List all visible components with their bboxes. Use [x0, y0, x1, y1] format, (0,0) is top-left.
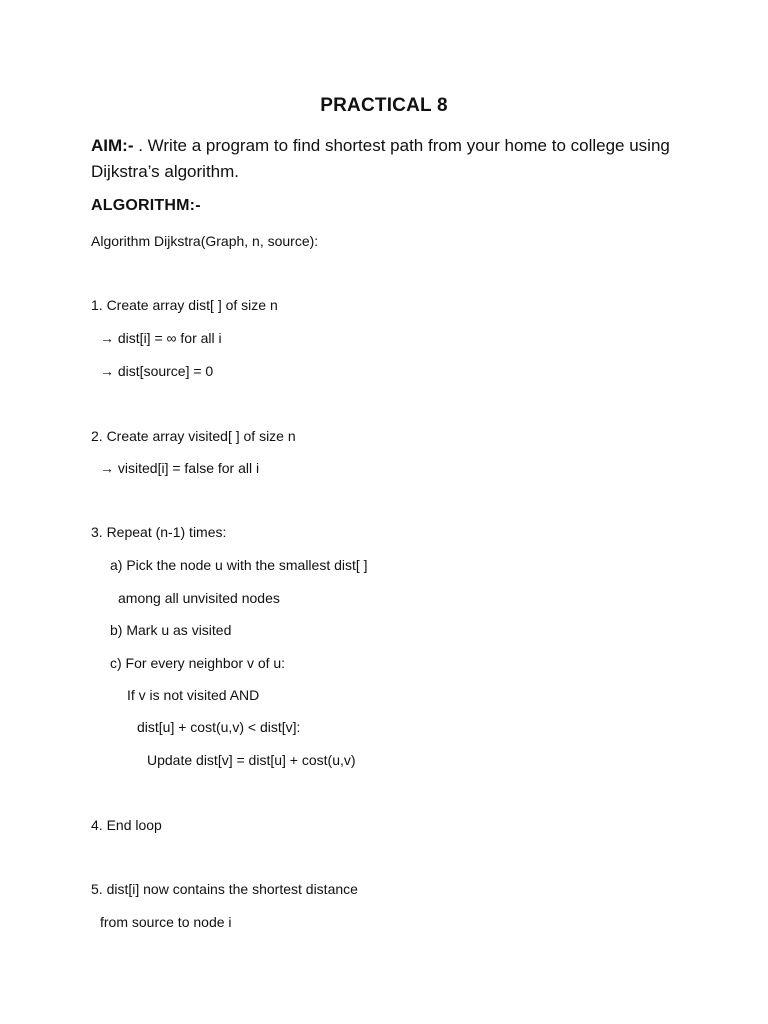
- algorithm-substep: If v is not visited AND: [127, 687, 260, 703]
- aim-text: . Write a program to find shortest path from your home to college using Dijkstra’s algorithm.: [91, 136, 670, 181]
- algorithm-step: 1. Create array dist[ ] of size n: [91, 297, 278, 313]
- algorithm-signature: Algorithm Dijkstra(Graph, n, source):: [91, 233, 319, 249]
- aim-label: AIM:-: [91, 136, 134, 155]
- algorithm-substep: among all unvisited nodes: [118, 590, 280, 606]
- algorithm-step: 3. Repeat (n-1) times:: [91, 524, 227, 540]
- algorithm-substep: a) Pick the node u with the smallest dist[ ]: [110, 557, 368, 573]
- algorithm-substep: → dist[i] = ∞ for all i: [100, 330, 222, 346]
- algorithm-substep: → visited[i] = false for all i: [100, 460, 260, 476]
- algorithm-substep: c) For every neighbor v of u:: [110, 655, 286, 671]
- aim-statement: [91, 133, 701, 185]
- algorithm-substep: dist[u] + cost(u,v) < dist[v]:: [137, 719, 301, 735]
- algorithm-heading: ALGORITHM:-: [91, 197, 201, 214]
- page-title: PRACTICAL 8: [320, 95, 448, 116]
- algorithm-step: 2. Create array visited[ ] of size n: [91, 428, 296, 444]
- algorithm-substep: Update dist[v] = dist[u] + cost(u,v): [147, 752, 356, 768]
- algorithm-substep: → dist[source] = 0: [100, 363, 214, 379]
- algorithm-step: 5. dist[i] now contains the shortest distance: [91, 881, 358, 897]
- algorithm-substep: b) Mark u as visited: [110, 622, 232, 638]
- algorithm-step: 4. End loop: [91, 817, 162, 833]
- algorithm-substep: from source to node i: [100, 914, 232, 930]
